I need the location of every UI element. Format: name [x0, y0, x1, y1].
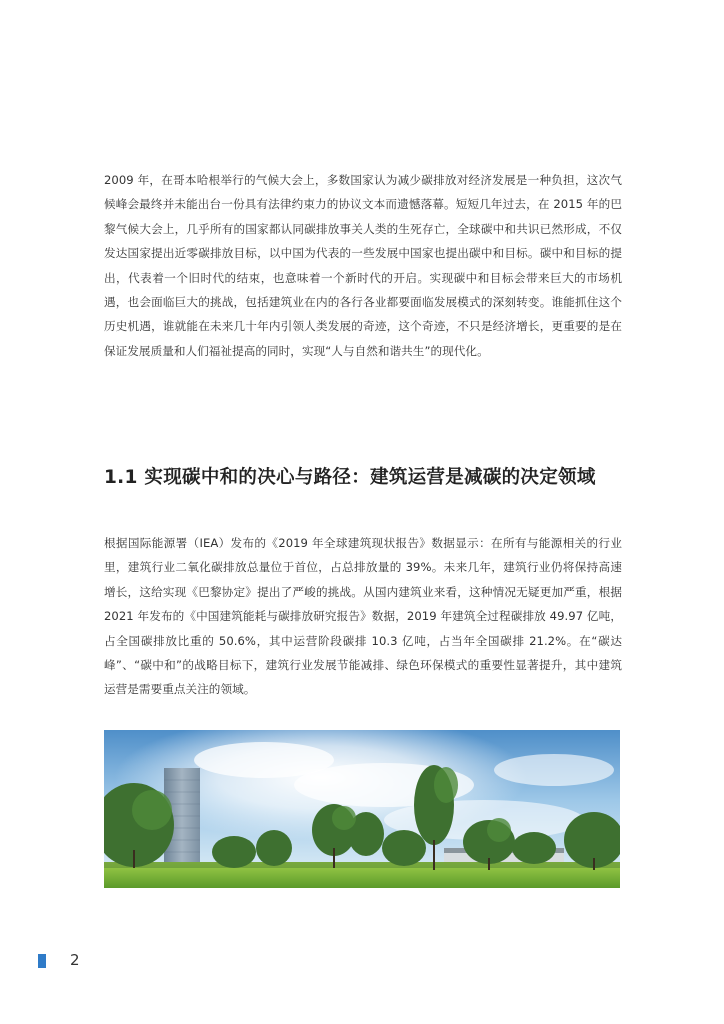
- park-photo: [104, 730, 620, 888]
- page-marker: [38, 954, 46, 968]
- page-number: 2: [70, 951, 80, 969]
- section-paragraph: 根据国际能源署（IEA）发布的《2019 年全球建筑现状报告》数据显示：在所有与能源相关的行业里，建筑行业二氧化碳排放总量位于首位，占总排放量的 39%。未来几年，建筑行业仍将保持高速增长，这给实现《巴黎协定》提出了严峻的挑战。从国内建筑业来看，这种情况无疑更加严重，根据 2021 年发布的《中国建筑能耗与碳排放研究报告》数据，2019 年建筑全过程碳排放 49.97 亿吨，占全国碳排放比重的 50.6%，其中运营阶段碳排 10.3 亿吨，占当年全国碳排 21.2%。在“碳达峰”、“碳中和”的战略目标下，建筑行业发展节能减排、绿色环保模式的重要性显著提升，其中建筑运营是需要重点关注的领域。: [104, 536, 622, 697]
- section-heading: 1.1 实现碳中和的决心与路径：建筑运营是减碳的决定领域: [104, 467, 596, 488]
- intro-paragraph: 2009 年，在哥本哈根举行的气候大会上，多数国家认为减少碳排放对经济发展是一种负担，这次气候峰会最终并未能出台一份具有法律约束力的协议文本而遗憾落幕。短短几年过去，在 2015 年的巴黎气候大会上，几乎所有的国家都认同碳排放事关人类的生死存亡，全球碳中和共识已然形成，不仅发达国家提出近零碳排放目标，以中国为代表的一些发展中国家也提出碳中和目标。碳中和目标的提出，代表着一个旧时代的结束，也意味着一个新时代的开启。实现碳中和目标会带来巨大的市场机遇，也会面临巨大的挑战，包括建筑业在内的各行各业都要面临发展模式的深刻转变。谁能抓住这个历史机遇，谁就能在未来几十年内引领人类发展的奇迹，这个奇迹，不只是经济增长，更重要的是在保证发展质量和人们福祉提高的同时，实现“人与自然和谐共生”的现代化。: [104, 173, 622, 358]
